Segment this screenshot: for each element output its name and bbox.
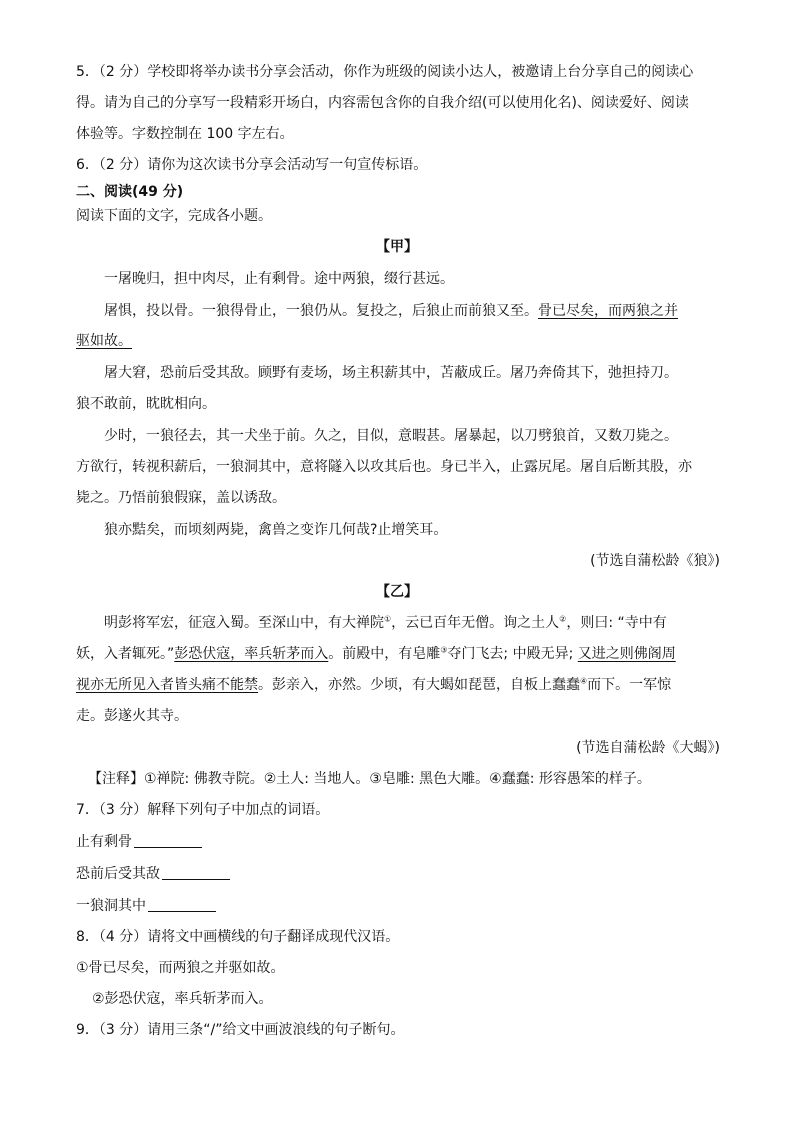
yi-text: 夺门飞去; 中殿无异; (447, 646, 578, 662)
yi-text: ，云已百年无僧。询之土人 (391, 615, 560, 631)
q9-stem: 9．（3 分）请用三条“/”给文中画波浪线的句子断句。 (76, 1022, 405, 1038)
yi-text: 明彭将军宏，征寇入蜀。至深山中，有大禅院 (104, 615, 384, 631)
q6-stem: 6．（2 分）请你为这次读书分享会活动写一句宣传标语。 (76, 157, 428, 173)
q7-item-1 (76, 832, 202, 852)
passage-jia-label: 【甲】 (376, 239, 418, 255)
yi-line-3 (76, 675, 671, 695)
q5-line-3: 体验等。字数控制在 100 字左右。 (76, 126, 294, 142)
jia-paragraph-2-line-1 (104, 301, 678, 321)
yi-text: 。彭亲入，亦然。少顷，有大蝎如琵琶，自板上蠢蠢 (258, 677, 580, 693)
yi-text: 而下。一军惊 (587, 677, 672, 693)
jia-paragraph-3-line-2: 狼不敢前，眈眈相向。 (76, 396, 216, 412)
section-title: 二、阅读(49 分) (76, 184, 184, 200)
q8-item-1: ①骨已尽矣，而两狼之并驱如故。 (76, 960, 285, 976)
jia-paragraph-1: 一屠晚归，担中肉尽，止有剩骨。途中两狼，缀行甚远。 (104, 271, 454, 287)
answer-blank[interactable] (148, 897, 216, 912)
answer-blank[interactable] (134, 833, 202, 848)
jia-p2-text: 屠惧，投以骨。一狼得骨止，一狼仍从。复投之，后狼止而前狼又至。 (104, 303, 538, 319)
jia-paragraph-2-line-2: 驱如故。 (76, 333, 132, 349)
q7-item-text: 一狼洞其中 (76, 898, 146, 914)
q5-line-2: 得。请为自己的分享写一段精彩开场白，内容需包含你的自我介绍(可以使用化名)、阅读爱好、阅读 (76, 95, 689, 111)
note-marker-1: ① (384, 614, 392, 624)
q7-item-2 (76, 864, 230, 884)
q7-stem: 7．（3 分）解释下列句子中加点的词语。 (76, 802, 330, 818)
q8-item-2: ②彭恐伏寇，率兵斩茅而入。 (92, 991, 273, 1007)
underlined-sentence-2: 彭恐伏寇，率兵斩茅而入 (174, 646, 329, 662)
section-instruction: 阅读下面的文字，完成各小题。 (76, 208, 272, 224)
passage-yi-label: 【乙】 (376, 584, 418, 600)
yi-text: 妖，入者辄死。” (76, 646, 175, 662)
q7-item-text: 恐前后受其敌 (76, 866, 160, 882)
yi-source: (节选自蒲松龄《大蝎》) (576, 740, 720, 756)
yi-line-2 (76, 644, 676, 664)
jia-source: (节选自蒲松龄《狼》) (590, 553, 720, 569)
note-marker-3: ③ (440, 645, 448, 655)
note-marker-4: ④ (580, 676, 588, 686)
jia-paragraph-4-line-3: 毙之。乃悟前狼假寐，盖以诱敌。 (76, 490, 286, 506)
q7-item-3 (76, 896, 216, 916)
yi-line-4: 走。彭遂火其寺。 (76, 708, 188, 724)
annotations: 【注释】①禅院: 佛教寺院。②土人: 当地人。③皂雕: 黑色大雕。④蠢蠢: 形容愚笨的样子。 (88, 771, 651, 787)
yi-text: ，则曰: “寺中有 (566, 615, 667, 631)
wavy-sentence-part-2: 视亦无所见入者皆头痛不能禁 (76, 677, 258, 693)
yi-text: 。前殿中，有皂雕 (328, 646, 441, 662)
jia-paragraph-3-line-1: 屠大窘，恐前后受其敌。顾野有麦场，场主积薪其中，苫蔽成丘。屠乃奔倚其下，弛担持刀。 (104, 365, 678, 381)
yi-line-1 (104, 613, 667, 633)
jia-paragraph-5: 狼亦黠矣，而顷刻两毙，禽兽之变诈几何哉?止增笑耳。 (104, 522, 448, 538)
answer-blank[interactable] (162, 865, 230, 880)
q8-stem: 8．（4 分）请将文中画横线的句子翻译成现代汉语。 (76, 929, 400, 945)
q5-line-1: 5．（2 分）学校即将举办读书分享会活动，你作为班级的阅读小达人，被邀请上台分享自己的阅读心 (76, 64, 694, 80)
underlined-sentence-1: 骨已尽矣，而两狼之并 (538, 303, 678, 319)
q7-item-text: 止有剩骨 (76, 834, 132, 850)
note-marker-2: ② (559, 614, 567, 624)
jia-paragraph-4-line-2: 方欲行，转视积薪后，一狼洞其中，意将隧入以攻其后也。身已半入，止露尻尾。屠自后断其股，亦 (76, 459, 692, 475)
wavy-sentence-part-1: 又进之则佛阁周 (577, 646, 676, 662)
jia-paragraph-4-line-1: 少时，一狼径去，其一犬坐于前。久之，目似，意暇甚。屠暴起，以刀劈狼首，又数刀毙之。 (104, 428, 678, 444)
